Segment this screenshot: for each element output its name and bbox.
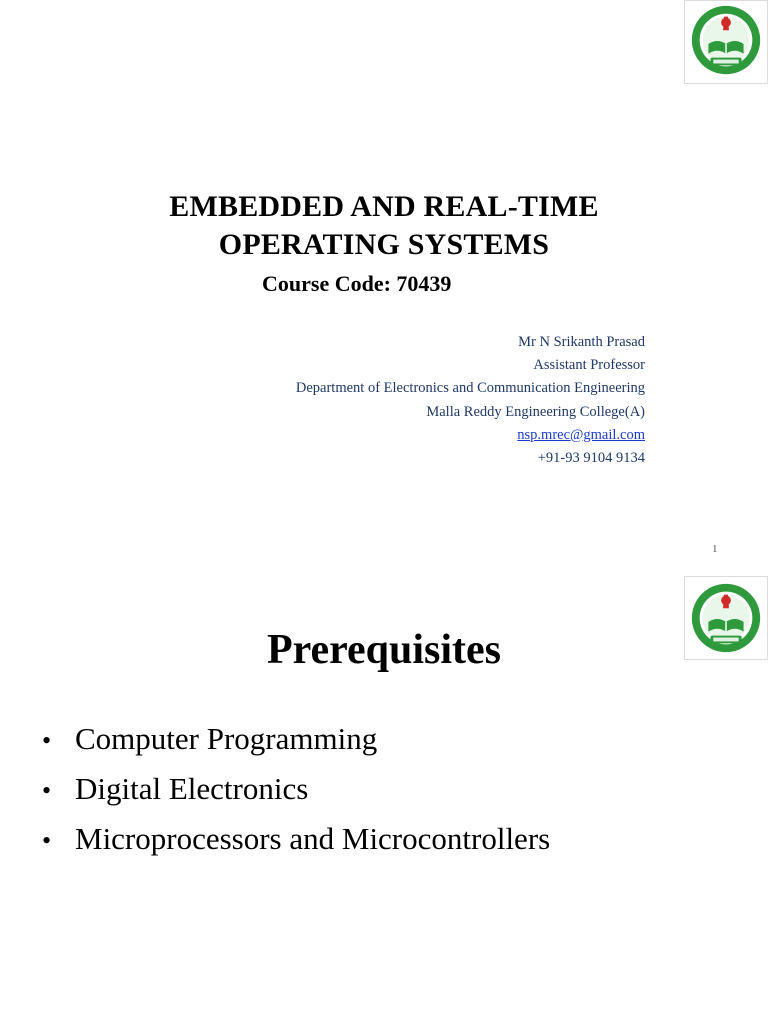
list-item-label: Computer Programming — [75, 721, 378, 756]
author-email-link[interactable]: nsp.mrec@gmail.com — [517, 426, 645, 443]
course-title — [0, 188, 768, 264]
prerequisite-list — [42, 715, 550, 865]
author-phone: +91-93 9104 9134 — [537, 450, 645, 467]
college-logo — [684, 0, 768, 84]
course-code: Course Code: 70439 — [262, 271, 452, 296]
author-details — [296, 331, 645, 470]
bullet-icon: • — [42, 776, 52, 805]
bullet-icon: • — [42, 726, 52, 755]
mrec-college-logo-icon — [685, 1, 767, 83]
author-name: Mr N Srikanth Prasad — [518, 334, 645, 350]
list-item-label: Microprocessors and Microcontrollers — [75, 821, 551, 856]
slide-title: Prerequisites — [266, 627, 502, 673]
author-designation: Assistant Professor — [533, 357, 645, 374]
bullet-icon: • — [42, 826, 52, 855]
author-college: Malla Reddy Engineering College(A) — [426, 403, 645, 420]
title-line-1: EMBEDDED AND REAL-TIME — [169, 190, 599, 223]
list-item — [42, 715, 550, 765]
author-department: Department of Electronics and Communication Engineering — [295, 380, 645, 397]
slide-2 — [0, 576, 768, 1024]
list-item-label: Digital Electronics — [75, 771, 309, 806]
title-line-2: OPERATING SYSTEMS — [218, 228, 550, 261]
list-item — [42, 815, 550, 865]
list-item — [42, 765, 550, 815]
page-number: 1 — [712, 543, 718, 555]
